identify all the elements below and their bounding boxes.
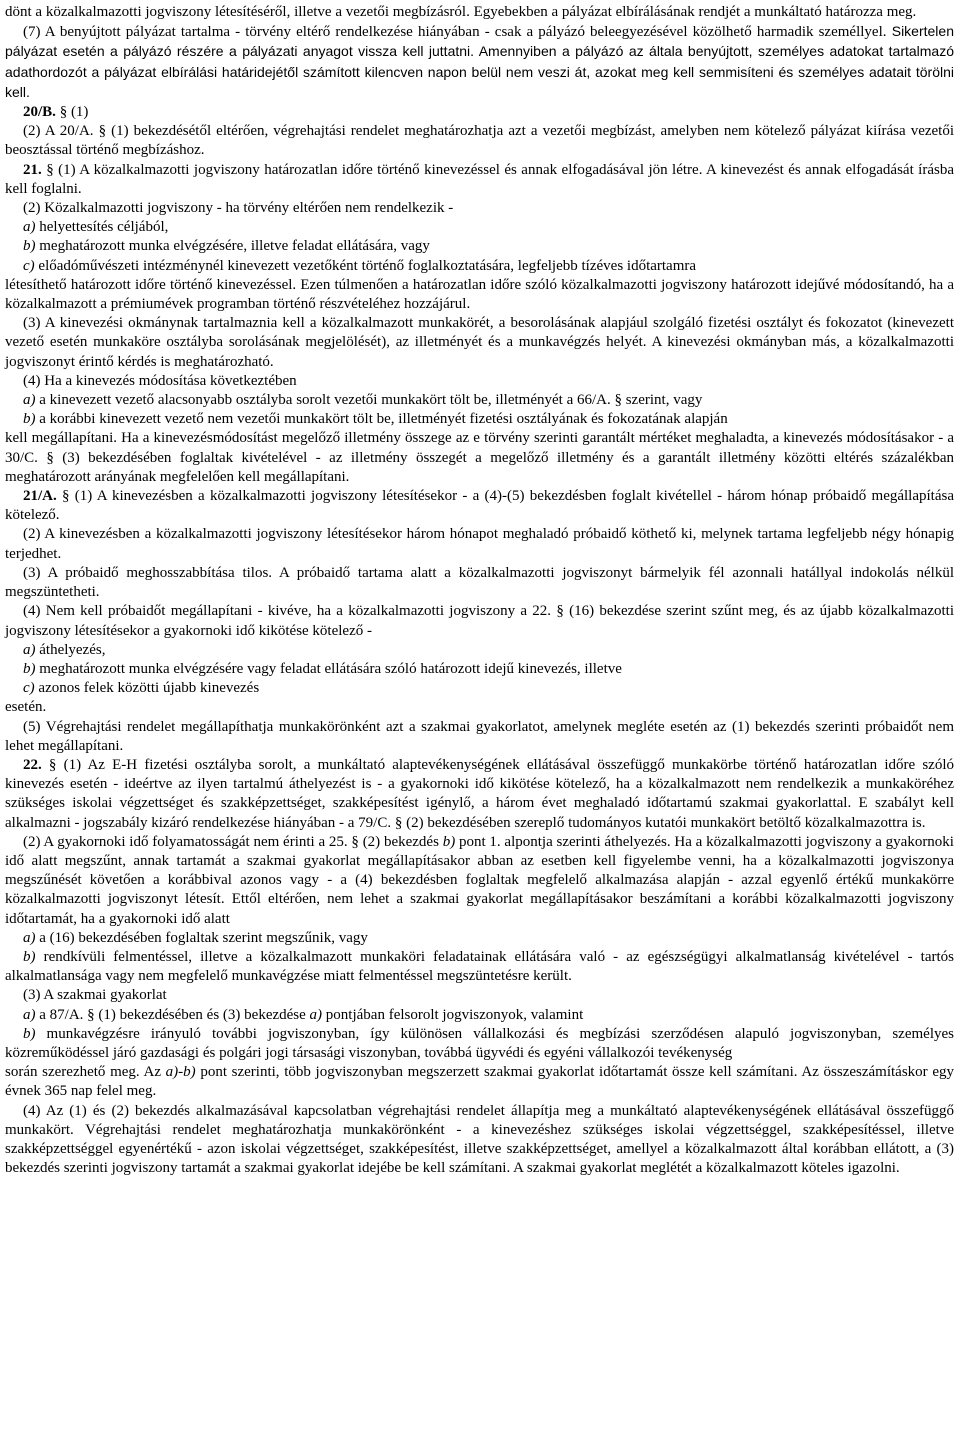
text: munkavégzésre irányuló további jogviszonyban, így különösen vállalkozási és megbízási szerződésen alapuló jogviszonyban, személyes közreműködéssel járó gazdasági és polgári jogi társasági viszonyban, továbbá ügyvédi és egyéni vállalkozói tevékenység — [5, 1025, 954, 1061]
list-item — [5, 1006, 954, 1025]
text: (2) A kinevezésben a közalkalmazotti jogviszony létesítésekor három hónapot meghaladó próbaidő köthető ki, melynek tartama legfeljebb négy hónapig terjedhet. — [5, 526, 954, 562]
text: a 87/A. § (1) bekezdésében és (3) bekezdése — [35, 1006, 310, 1023]
text: meghatározott munka elvégzésére, illetve feladat ellátására, vagy — [35, 238, 430, 255]
item-label: c) — [23, 680, 35, 697]
text: § (1) Az E-H fizetési osztályba sorolt, a munkáltató alaptevékenységének ellátásával összefüggő munkakörbe történő határozatlan időre szóló kinevezés esetén - ideértve az ilyen tartalmú áthelyezést is - a gyakornoki idő kikötése kötelező, ha a közalkalmazott nem rendelkezik a munkaköréhez szükséges iskolai végzettséget és szakképzettséget, szakképesítést igénylő, a három évet meghaladó időtartamú szakmai gyakorlattal. E szabályt kell alkalmazni - jogszabály kizáró rendelkezése hiányában - a 79/C. § (2) bekezdésében szereplő tudományos kutatói munkakört betöltő közalkalmazottra is. — [5, 756, 954, 831]
item-label: a) — [23, 1006, 36, 1023]
text: esetén. — [5, 699, 47, 716]
list-item — [5, 1025, 954, 1063]
item-label: c) — [23, 257, 35, 274]
item-label: a)-b) — [165, 1064, 196, 1081]
paragraph — [5, 22, 954, 103]
text: pontjában felsorolt jogviszonyok, valamint — [322, 1006, 584, 1023]
paragraph — [5, 986, 954, 1005]
item-label: a) — [23, 641, 36, 658]
text: (5) Végrehajtási rendelet megállapíthatja munkakörönként azt a szakmai gyakorlatot, amelynek megléte esetén az (1) bekezdés szerinti próbaidőt nem lehet megállapítani. — [5, 718, 954, 754]
paragraph — [5, 756, 954, 833]
text: (2) A 20/A. § (1) bekezdésétől eltérően, végrehajtási rendelet meghatározhatja azt a vezetői megbízást, amelyben nem kötelező pályázat kiírása vezetői beosztással történő megbízáshoz. — [5, 123, 954, 159]
list-item — [5, 237, 954, 256]
paragraph — [5, 564, 954, 602]
item-label: b) — [23, 1025, 36, 1042]
text: létesíthető határozott időre történő kinevezéssel. Ezen túlmenően a határozatlan időre szóló közalkalmazotti jogviszony határozott idejűvé módosítandó, ha a közalkalmazott a prémiumévek programban történő részvételéhez hozzájárul. — [5, 276, 954, 313]
paragraph — [5, 602, 954, 640]
list-item — [5, 257, 954, 276]
text: a kinevezett vezető alacsonyabb osztályba sorolt vezetői munkakört tölt be, illetményét a 66/A. § szerint, vagy — [35, 392, 703, 409]
text: § (1) A kinevezésben a közalkalmazotti jogviszony létesítésekor - a (4)-(5) bekezdésben foglalt kivétellel - három hónap próbaidő megállapítása kötelező. — [5, 488, 954, 524]
item-label: b) — [23, 948, 36, 965]
section-heading — [5, 103, 954, 122]
list-item — [5, 679, 954, 698]
list-item — [5, 660, 954, 679]
paragraph — [5, 698, 954, 717]
paragraph — [5, 314, 954, 372]
text: (3) A kinevezési okmánynak tartalmaznia kell a közalkalmazott munkakörét, a besorolásának alapjául szolgáló fizetési osztályt és fokozatot (kinevezett vezető esetén munkaköre osztályba sorolásának megjelölését), az illetményét és a munkavégzés helyét. A kinevezési okmányban más, a közalkalmazotti jogviszonyt érintő kérdés is meghatározható. — [5, 315, 954, 370]
text: dönt a közalkalmazotti jogviszony létesítéséről, illetve a vezetői megbízásról. Egyebekben a pályázat elbírálásának rendjét a munkáltató határozza meg. — [5, 4, 917, 20]
list-item — [5, 948, 954, 986]
paragraph — [5, 833, 954, 929]
section-number: 21. — [23, 161, 42, 178]
item-label: b) — [23, 238, 36, 255]
paragraph — [5, 718, 954, 756]
paragraph — [5, 1102, 954, 1179]
paragraph — [5, 161, 954, 199]
text: (3) A szakmai gyakorlat — [23, 987, 167, 1004]
item-label: b) — [23, 660, 36, 677]
list-item — [5, 410, 954, 429]
section-number: 21/A. — [23, 488, 57, 505]
text: (2) A gyakornoki idő folyamatosságát nem érinti a 25. § (2) bekezdés — [23, 833, 443, 850]
item-label: a) — [23, 929, 36, 946]
text: (4) Az (1) és (2) bekezdés alkalmazásával kapcsolatban végrehajtási rendelet állapítja meg a munkáltató alaptevékenységének ellátásával összefüggő munkakört. Végrehajtási rendelet meghatározhatja munkakörönként - a kinevezéshez szükséges iskolai végzettséggel, szakképesítéssel, illetve szakképzettséggel egyenértékű - azon iskolai végzettséget, szakképesítést, illetve szakképzettséget, amellyel a közalkalmazott által korábban ellátott, a (3) bekezdés szerinti jogviszony tartamát a szakmai gyakorlat idejébe be kell számítani. A szakmai gyakorlat meglétét a közalkalmazott köteles igazolni. — [5, 1102, 954, 1177]
item-label: b) — [23, 411, 36, 428]
list-item — [5, 218, 954, 237]
paragraph — [5, 276, 954, 314]
section-number: 22. — [23, 756, 42, 773]
text: a (16) bekezdésében foglaltak szerint megszűnik, vagy — [35, 929, 368, 946]
text: előadóművészeti intézménynél kinevezett vezetőként történő foglalkoztatására, legfeljebb tízéves időtartamra — [34, 257, 697, 274]
text: azonos felek közötti újabb kinevezés — [34, 680, 260, 697]
paragraph — [5, 525, 954, 563]
list-item — [5, 929, 954, 948]
text: a korábbi kinevezett vezető nem vezetői munkakört tölt be, illetményét fizetési osztályának és fokozatának alapján — [35, 411, 728, 428]
paragraph — [5, 372, 954, 391]
item-label: a) — [23, 392, 36, 409]
text: (4) Ha a kinevezés módosítása következtében — [23, 372, 297, 389]
text: (3) A próbaidő meghosszabbítása tilos. A próbaidő tartama alatt a közalkalmazotti jogviszonyt bármelyik fél azonnali hatállyal indokolás nélkül megszüntetheti. — [5, 564, 954, 601]
text: (2) Közalkalmazotti jogviszony - ha törvény eltérően nem rendelkezik - — [23, 200, 454, 217]
text: áthelyezés, — [35, 641, 106, 658]
paragraph — [5, 122, 954, 160]
text: során szerezhető meg. Az — [5, 1064, 166, 1081]
section-number: 20/B. — [23, 104, 56, 121]
paragraph — [5, 487, 954, 525]
list-item — [5, 641, 954, 660]
text: pont 1. alpontja szerinti áthelyezés. Ha a közalkalmazotti jogviszony a gyakornoki idő alatt megszűnt, annak tartamát a szakmai gyakorlat megállapításakor abban az esetben kell figyelembe venni, ha a közalkalmazotti jogviszonya megszűnését követően a korábbival azonos vagy - a (4) bekezdésben foglaltak megfelelő alkalmazása alapján - azzal egyenlő értékű munkakörre közalkalmazotti jogviszonyt létesít. Ettől eltérően, nem lehet a szakmai gyakorlat megállapításakor beszámítani a korábbi közalkalmazotti jogviszony időtartamát, ha a gyakornoki idő alatt — [5, 833, 954, 927]
paragraph — [5, 1063, 954, 1101]
text: Sikertelen pályázat esetén a pályázó részére a pályázati anyagot vissza kell juttatni. Amennyiben a pályázó az általa benyújtott, személyes adatokat tartalmazó adathordozót a pályázat elbírálási határidejétől számított kilencven napon belül nem veszi át, azokat meg kell semmisíteni és személyes adatait törölni kell. — [5, 23, 954, 100]
text: pont szerinti, több jogviszonyban megszerzett szakmai gyakorlat időtartamát össze kell számítani. Az összeszámításkor egy évnek 365 nap felel meg. — [5, 1064, 954, 1100]
text: (7) A benyújtott pályázat tartalma - törvény eltérő rendelkezése hiányában - csak a pályázó beleegyezésével közölhető harmadik személlyel. — [23, 24, 887, 41]
item-label: b) — [442, 833, 456, 850]
text: § (1) A közalkalmazotti jogviszony határozatlan időre történő kinevezéssel és annak elfogadásával jön létre. A kinevezést és annak elfogadását írásba kell foglalni. — [5, 161, 954, 197]
text: helyettesítés céljából, — [35, 219, 169, 236]
text: rendkívüli felmentéssel, illetve a közalkalmazott munkaköri feladatainak ellátására való - az egészségügyi alkalmatlanság kivételével - tartós alkalmatlansága vagy nem megfelelő munkavégzése miatt felmentéssel megszüntetésre került. — [5, 948, 954, 985]
text: § (1) — [55, 104, 89, 121]
item-label: a) — [309, 1006, 323, 1023]
text: meghatározott munka elvégzésére vagy feladat ellátására szóló határozott idejű kinevezés, illetve — [35, 660, 622, 677]
paragraph — [5, 429, 954, 487]
paragraph — [5, 3, 954, 22]
text: kell megállapítani. Ha a kinevezésmódosítást megelőző illetmény összege az e törvény szerinti garantált mértéket meghaladta, a kinevezés módosításakor - a 30/C. § (3) bekezdésében foglaltak kivételével - az illetmény összegét a megelőző illetmény és a garantált illetmény közötti eltérés százalékban meghatározott arányának megfelelően kell megállapítani. — [5, 430, 954, 485]
item-label: a) — [23, 219, 36, 236]
text: (4) Nem kell próbaidőt megállapítani - kivéve, ha a közalkalmazotti jogviszony a 22. § (16) bekezdése szerint szűnt meg, és az újabb közalkalmazotti jogviszony létesítésekor a gyakornoki idő kikötése kötelező - — [5, 603, 954, 639]
paragraph — [5, 199, 954, 218]
list-item — [5, 391, 954, 410]
